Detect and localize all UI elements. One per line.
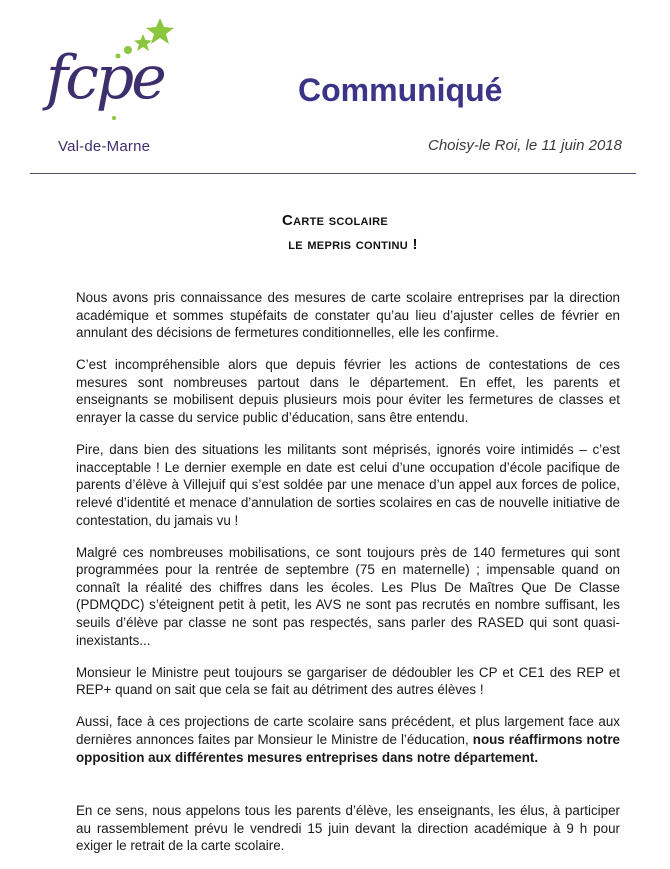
paragraph-6-bold: nous réaffirmons notre opposition aux différentes mesures entreprises dans notre département. xyxy=(76,731,621,765)
fcpe-logo-mark xyxy=(40,14,200,138)
header-divider xyxy=(30,173,636,174)
paragraph-2 xyxy=(76,356,620,426)
paragraph-6 xyxy=(76,713,620,766)
paragraph-3 xyxy=(76,441,620,529)
headline-line-2-text: le mepris continu ! xyxy=(288,236,418,253)
headline-line-2 xyxy=(0,236,670,253)
paragraph-1-text: Nous avons pris connaissance des mesures de carte scolaire entreprises par la direction académique et sommes stupéfaits de constater qu’au lieu d’ajuster celles de février en annulant des décisions de fermetures conditionnelles, elle les confirme. xyxy=(76,290,620,341)
paragraph-4 xyxy=(76,544,620,650)
paragraph-1 xyxy=(76,289,620,342)
headline-line-1-text: Carte scolaire xyxy=(282,212,388,229)
paragraph-3-text: Pire, dans bien des situations les militants sont méprisés, ignorés voire intimidés – c’est inacceptable ! Le dernier exemple en date est celui d’une occupation d’école pacifique de parents d’élève à Villejuif qui s’est soldée par une menace d’un appel aux forces de police, relevé d’identité et menace d’annulation de sorties scolaires en cas de nouvelle initiative de contestation, du jamais vu ! xyxy=(76,442,620,528)
paragraph-5 xyxy=(76,664,620,699)
paragraph-2-text: C’est incompréhensible alors que depuis février les actions de contestations de ces mesures sont nombreuses partout dans le département. En effet, les parents et enseignants se mobilisent depuis plusieurs mois pour éviter les fermetures de classes et enrayer la casse du service public d’éducation, sans être entendu. xyxy=(76,357,620,426)
fcpe-logo xyxy=(40,14,200,160)
paragraph-7-text: En ce sens, nous appelons tous les parents d’élève, les enseignants, les élus, à participer au rassemblement prévu le vendredi 15 juin devant la direction académique à 9 h pour exiger le retrait de la carte scolaire. xyxy=(76,803,620,854)
paragraph-5-text: Monsieur le Ministre peut toujours se gargariser de dédoubler les CP et CE1 des REP et REP+ quand on sait que cela se fait au détriment des autres élèves ! xyxy=(76,664,620,698)
page-title: Communiqué xyxy=(298,72,503,108)
paragraph-4-text: Malgré ces nombreuses mobilisations, ce sont toujours près de 140 fermetures qui sont programmées pour la rentrée de septembre (75 en maternelle) ; impensable quand on connaît la réalité des chiffres dans les écoles. Les Plus De Maîtres Que De Classe (PDMQDC) s’éteignent petit à petit, les AVS ne sont pas recrutés en nombre suffisant, les seuils d’élève par classe ne sont pas respectés, sans parler des RASED qui sont quasi-inexistants... xyxy=(76,544,620,648)
place-date: Choisy-le Roi, le 11 juin 2018 xyxy=(428,137,622,154)
paragraph-6-text: Aussi, face à ces projections de carte scolaire sans précédent, et plus largement face aux dernières annonces faites par Monsieur le Ministre de l’éducation, xyxy=(76,714,620,747)
logo-wordmark: fcpe xyxy=(46,43,164,113)
communique-body xyxy=(76,289,620,869)
headline-line-1 xyxy=(0,212,670,229)
logo-subtitle: Val-de-Marne xyxy=(58,138,151,155)
paragraph-7 xyxy=(76,802,620,855)
